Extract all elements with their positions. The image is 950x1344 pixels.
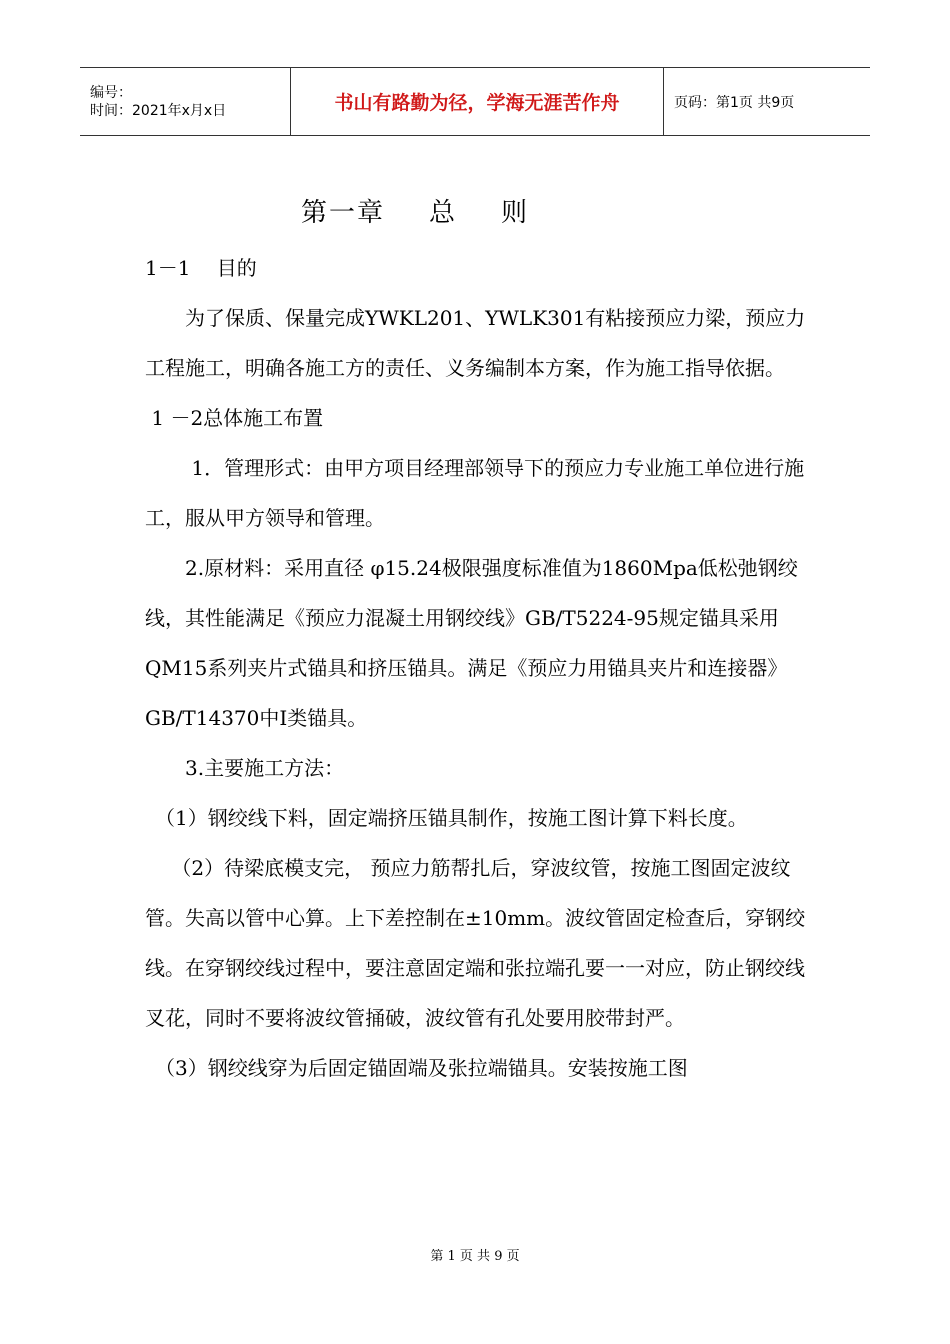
paragraph-step-3: （3）钢绞线穿为后固定锚固端及张拉端锚具。安装按施工图 [145,1056,688,1080]
chapter-title [0,192,830,229]
paragraph-purpose: 为了保质、保量完成YWKL201、YWLK301有粘接预应力梁，预应力工程施工，明确各施工方的责任、义务编制本方案，作为施工指导依据。 [145,306,806,380]
document-number-label: 编号： [90,84,132,101]
header-table [80,67,870,136]
paragraph-materials: 2.原材料：采用直径 φ15.24极限强度标准值为1860Mpa低松弛钢绞线，其性能满足《预应力混凝土用钢绞线》GB/T5224-95规定锚具采用QM15系列夹片式锚具和挤压锚具。满足《预应力用锚具夹片和连接器》GB/T14370中Ⅰ类锚具。 [145,556,798,730]
paragraph-methods-heading: 3.主要施工方法： [145,756,345,780]
section-heading-purpose: 1－1 目的 [145,256,257,280]
paragraph-step-2: （2）待梁底模支完， 预应力筋帮扎后，穿波纹管，按施工图固定波纹管。失高以管中心算。上下差控制在±10mm。波纹管固定检查后，穿钢绞线。在穿钢绞线过程中，要注意固定端和张拉端孔要一一对应，防止钢绞线叉花，同时不要将波纹管捅破，波纹管有孔处要用胶带封严。 [145,856,806,1030]
header-meta-cell [80,68,291,136]
paragraph-step-1: （1）钢绞线下料，固定端挤压锚具制作，按施工图计算下料长度。 [145,806,748,830]
chapter-title-word-2: 则 [501,198,530,228]
paragraph-management: 1．管理形式：由甲方项目经理部领导下的预应力专业施工单位进行施工，服从甲方领导和管理。 [145,456,805,530]
chapter-title-word-1: 总 [428,198,457,228]
header-page-info: 页码：第1页 共9页 [664,68,871,136]
section-heading-layout: 1 －2总体施工布置 [145,406,324,430]
document-body [145,243,810,1093]
chapter-title-number: 第一章 [300,198,385,228]
document-date-label: 时间：2021年x月x日 [90,102,227,119]
page-footer: 第 1 页 共 9 页 [430,1249,520,1264]
header-motto: 书山有路勤为径，学海无涯苦作舟 [291,68,664,136]
